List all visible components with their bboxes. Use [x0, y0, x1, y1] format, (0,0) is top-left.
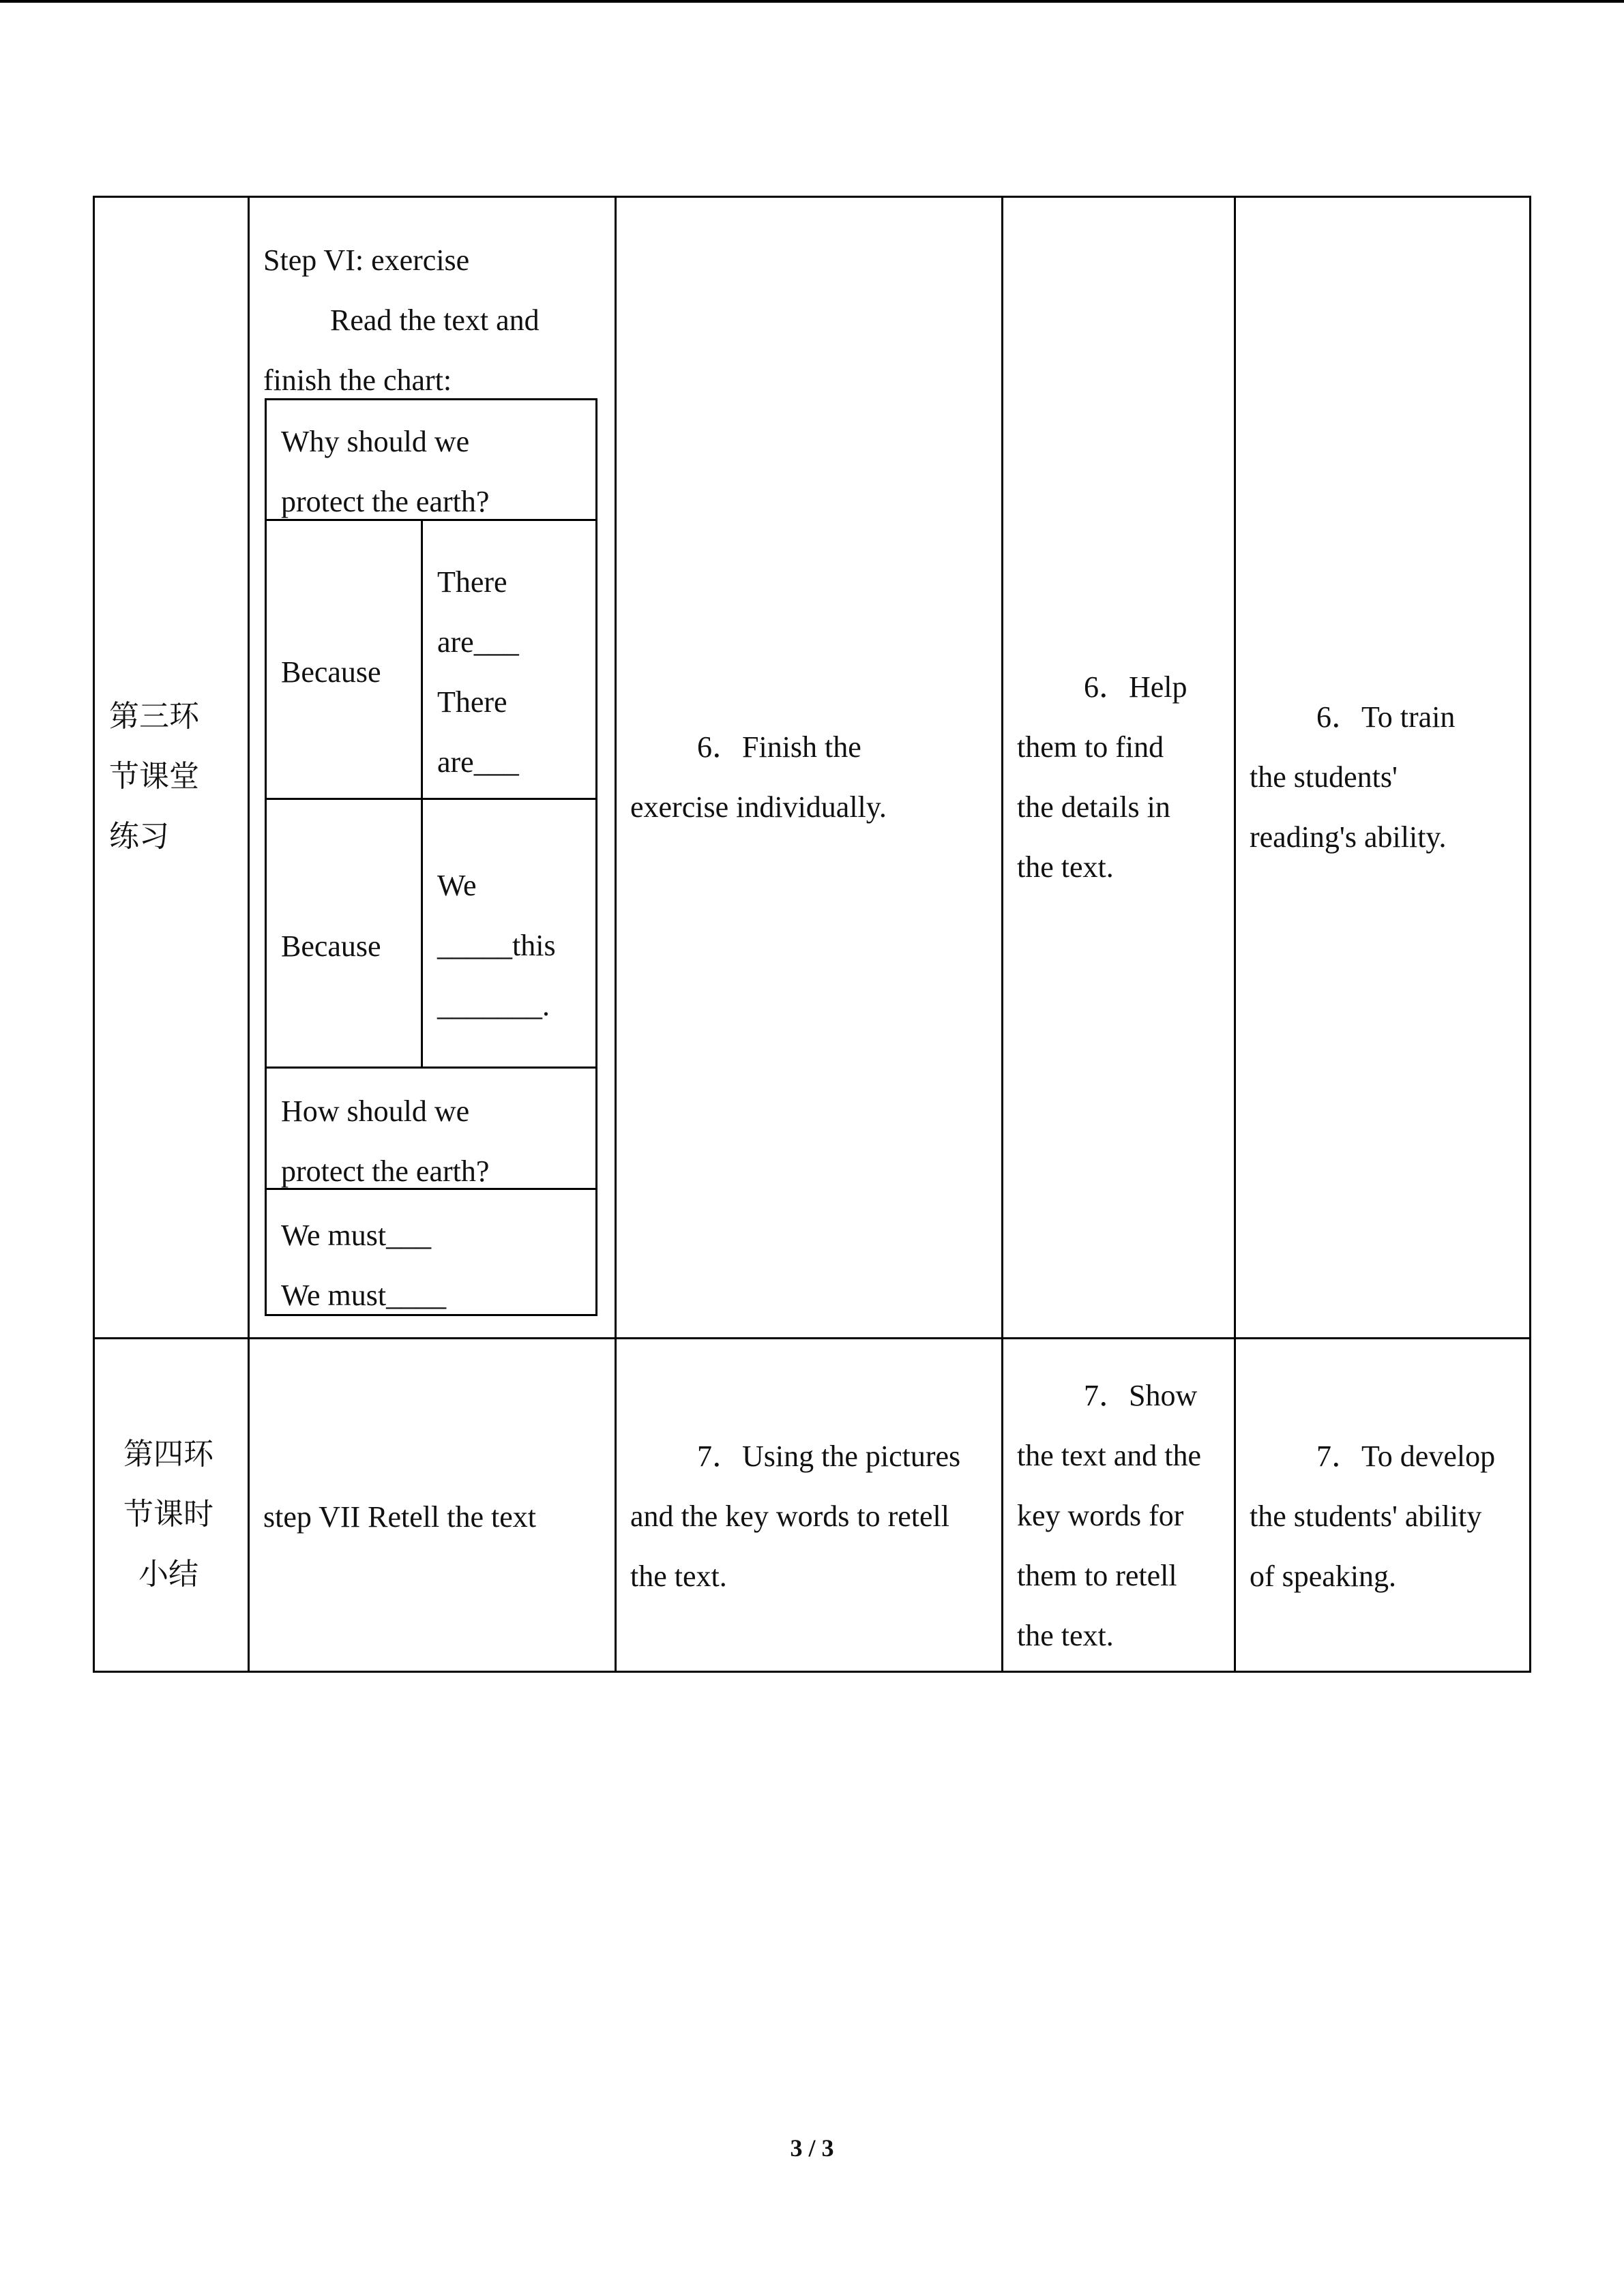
table-line-row-divider: [93, 1337, 1531, 1339]
chart-line: [265, 798, 597, 800]
chart-because-label: Because: [281, 655, 381, 689]
student-activity-line: 6．Finish the: [697, 730, 861, 764]
chart-line-mid: [421, 519, 423, 1067]
page-number: 3 / 3: [790, 2134, 834, 2162]
purpose-line: reading's ability.: [1250, 820, 1447, 854]
chart-line-right: [595, 398, 597, 1316]
teacher-activity-line: 6．Help: [1084, 670, 1187, 704]
chart-line-left: [265, 398, 267, 1316]
chart-question-how: How should we: [281, 1094, 470, 1128]
purpose-line: the students': [1250, 760, 1398, 794]
student-activity-line: and the key words to retell: [630, 1500, 949, 1533]
chart-question-why: protect the earth?: [281, 485, 490, 518]
student-activity-line: the text.: [630, 1560, 727, 1593]
chart-answer-line: We: [437, 869, 477, 902]
chart-answer-line: There: [437, 685, 507, 719]
chart-line-top: [265, 398, 597, 400]
stage-label-line: 练习: [109, 820, 169, 853]
table-line-col-0: [93, 196, 95, 1673]
chart-answer-line: are___: [437, 745, 519, 779]
table-line-top: [93, 196, 1531, 198]
chart-answer-line: _____this: [437, 929, 556, 962]
step-title: step VII Retell the text: [263, 1500, 536, 1534]
teacher-activity-line: the text and the: [1017, 1439, 1202, 1472]
table-line-bottom: [93, 1671, 1531, 1673]
stage-label-line: 节课堂: [109, 760, 199, 793]
instruction-line: Read the text and: [330, 303, 540, 337]
instruction-line: finish the chart:: [263, 363, 452, 397]
chart-because-label: Because: [281, 929, 381, 963]
chart-question-why: Why should we: [281, 425, 470, 458]
teacher-activity-line: the details in: [1017, 790, 1170, 824]
table-line-col-2: [615, 196, 617, 1673]
table-line-col-5: [1529, 196, 1531, 1673]
student-activity-line: exercise individually.: [630, 790, 887, 824]
chart-we-must-line: We must____: [281, 1279, 447, 1312]
teacher-activity-line: the text.: [1017, 1619, 1114, 1652]
teacher-activity-line: them to retell: [1017, 1559, 1177, 1592]
stage-label-line: 第三环: [109, 700, 199, 733]
teacher-activity-line: key words for: [1017, 1499, 1184, 1532]
stage-label-line: 第四环: [123, 1437, 213, 1471]
table-line-col-1: [248, 196, 250, 1673]
page-top-border: [0, 0, 1624, 3]
step-title: Step VI: exercise: [263, 243, 470, 277]
chart-answer-line: _______.: [437, 989, 550, 1022]
chart-line: [265, 1067, 597, 1069]
purpose-line: the students' ability: [1250, 1500, 1482, 1533]
teacher-activity-line: 7．Show: [1084, 1379, 1198, 1412]
student-activity-line: 7．Using the pictures: [697, 1440, 961, 1473]
teacher-activity-line: the text.: [1017, 850, 1114, 884]
stage-label-line: 小结: [138, 1557, 198, 1591]
table-line-col-4: [1234, 196, 1236, 1673]
chart-answer-line: There: [437, 565, 507, 599]
purpose-line: 7．To develop: [1316, 1440, 1496, 1473]
chart-we-must-line: We must___: [281, 1219, 432, 1252]
chart-question-how: protect the earth?: [281, 1154, 490, 1188]
purpose-line: 6．To train: [1316, 700, 1456, 734]
chart-answer-line: are___: [437, 625, 519, 659]
stage-label-line: 节课时: [123, 1497, 213, 1531]
purpose-line: of speaking.: [1250, 1560, 1397, 1593]
teacher-activity-line: them to find: [1017, 730, 1164, 764]
table-line-col-3: [1001, 196, 1003, 1673]
